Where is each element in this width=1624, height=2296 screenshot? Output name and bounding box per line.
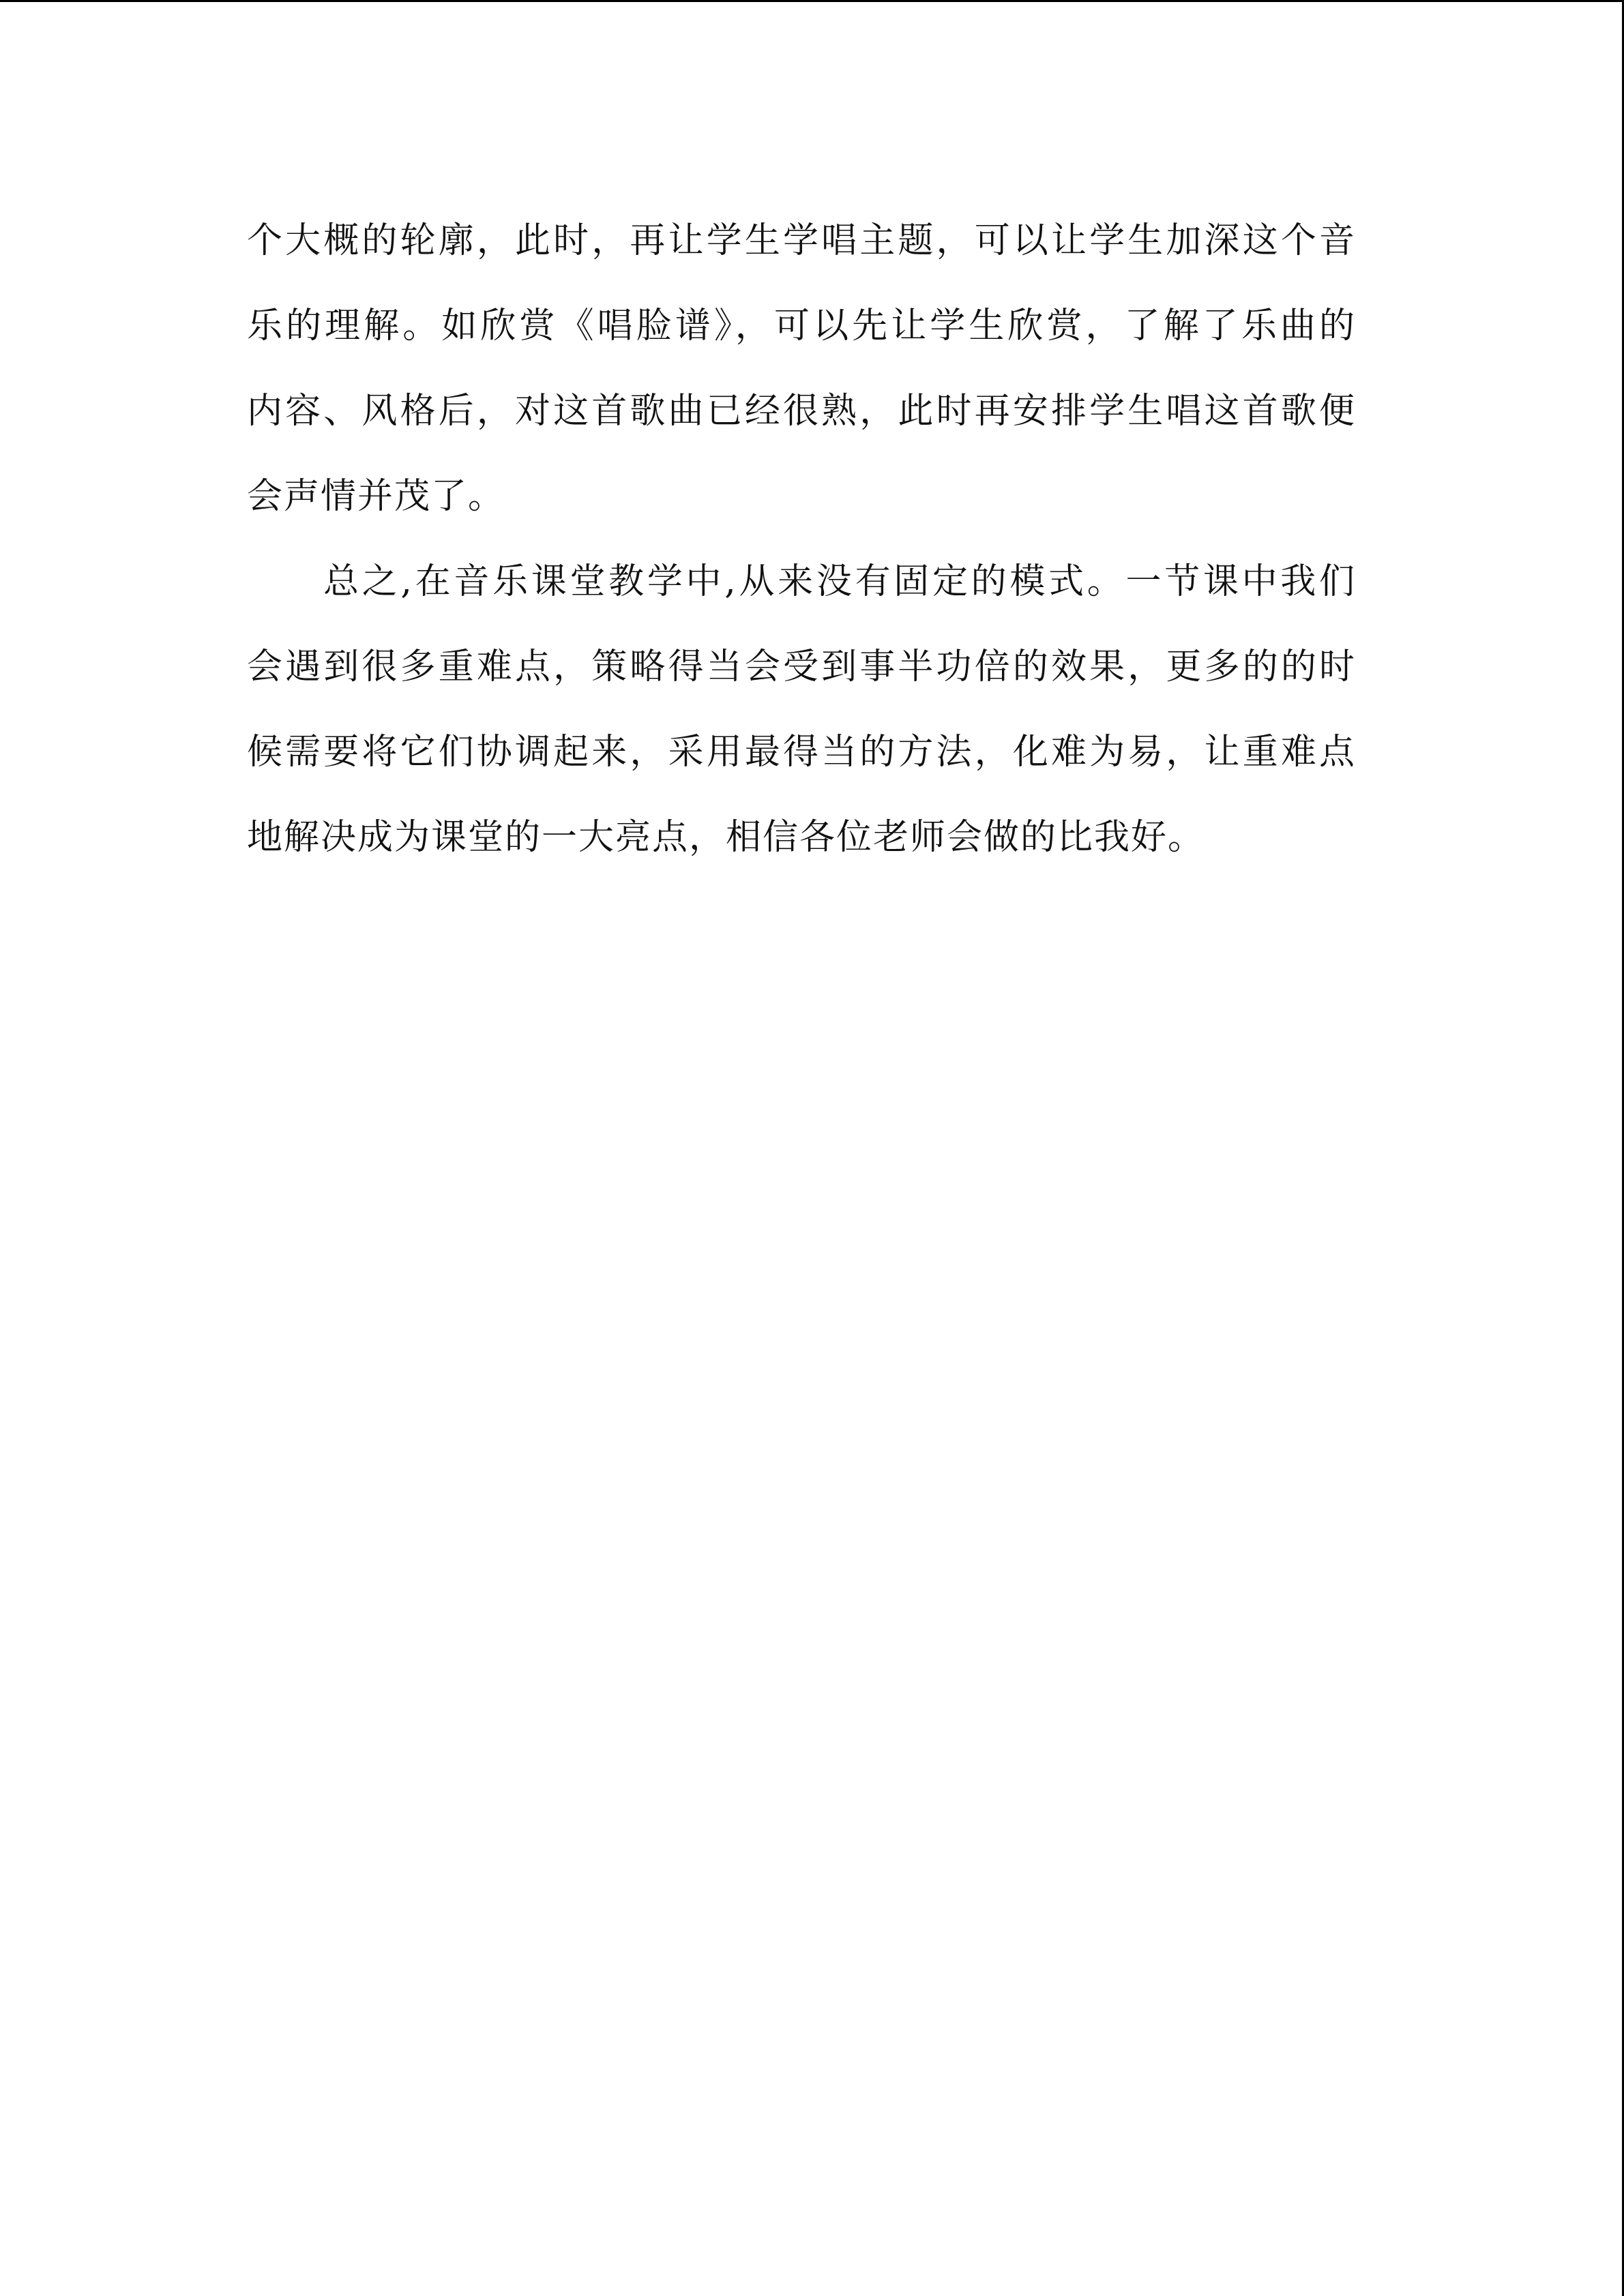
text-line: 个大概的轮廓，此时，再让学生学唱主题，可以让学生加深这个音 — [247, 220, 1356, 261]
text-line: 会声情并茂了。 — [247, 476, 505, 517]
text-line: 乐的理解。如欣赏《唱脸谱》，可以先让学生欣赏，了解了乐曲的 — [247, 305, 1356, 346]
text-line: 总之,在音乐课堂教学中,从来没有固定的模式。一节课中我们 — [323, 561, 1356, 602]
text-line: 候需要将它们协调起来，采用最得当的方法，化难为易，让重难点 — [247, 732, 1356, 773]
text-line: 内容、风格后，对这首歌曲已经很熟，此时再安排学生唱这首歌便 — [247, 391, 1356, 432]
text-line: 会遇到很多重难点，策略得当会受到事半功倍的效果，更多的的时 — [247, 646, 1356, 687]
text-line: 地解决成为课堂的一大亮点，相信各位老师会做的比我好。 — [247, 817, 1205, 858]
